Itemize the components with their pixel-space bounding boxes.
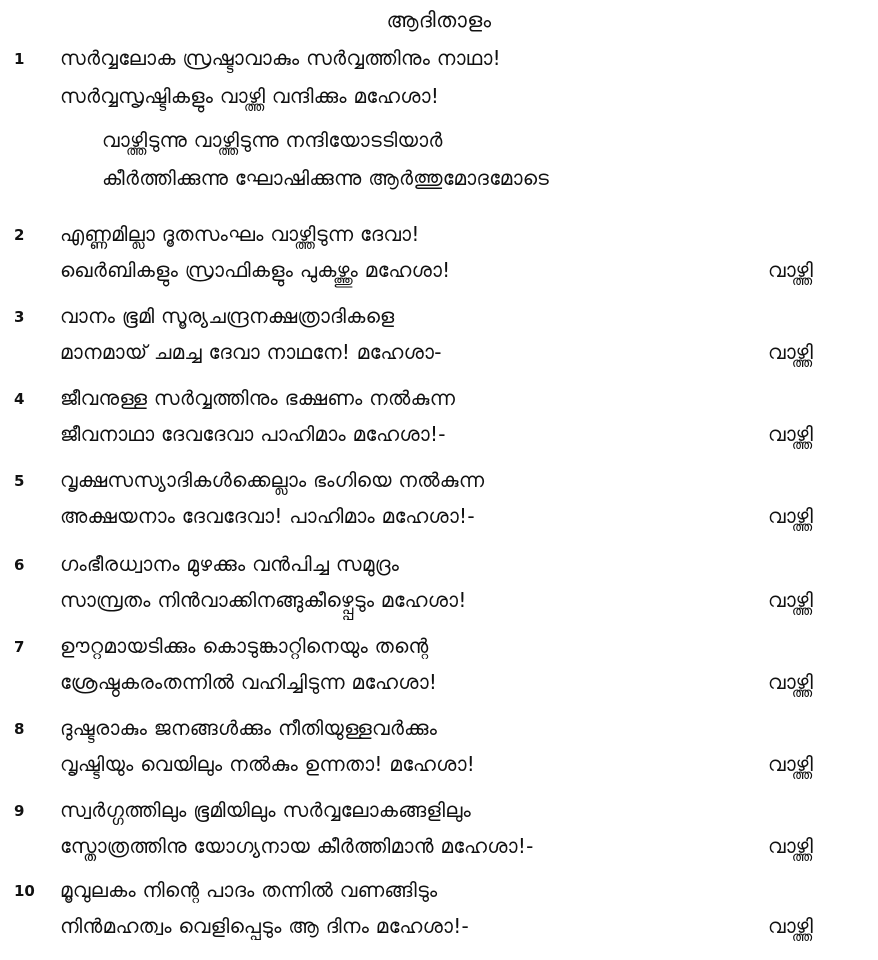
verse-line: എണ്ണമില്ലാ ദൂതസംഘം വാഴ്ത്തിടുന്ന ദേവാ! (60, 222, 420, 246)
verse-line: സർവ്വസൃഷ്ടികളും വാഴ്ത്തി വന്ദിക്കും മഹേശാ! (60, 84, 440, 108)
refrain-tag: വാഴ്ത്തി (768, 258, 813, 282)
verse-line: നിൻമഹത്വം വെളിപ്പെടും ആ ദിനം മഹേശാ!- (60, 914, 470, 938)
refrain-tag: വാഴ്ത്തി (768, 504, 813, 528)
refrain-tag: വാഴ്ത്തി (768, 752, 813, 776)
stanza-number: 1 (14, 50, 25, 68)
refrain-tag: വാഴ്ത്തി (768, 834, 813, 858)
refrain-tag: വാഴ്ത്തി (768, 914, 813, 938)
verse-line: ശ്രേഷ്ഠകരംതന്നിൽ വഹിച്ചിടുന്ന മഹേശാ! (60, 670, 438, 694)
stanza-number: 4 (14, 390, 25, 408)
stanza-number: 3 (14, 308, 25, 326)
verse-line: മൂവുലകം നിന്റെ പാദം തന്നിൽ വണങ്ങിടും (60, 878, 438, 902)
page-title: ആദിതാളം (386, 8, 492, 32)
verse-line: അക്ഷയനാം ദേവദേവാ! പാഹിമാം മഹേശാ!- (60, 504, 475, 528)
stanza-number: 9 (14, 802, 25, 820)
verse-line: വൃക്ഷസസ്യാദികൾക്കെല്ലാം ഭംഗിയെ നൽകുന്ന (60, 468, 485, 492)
stanza-number: 6 (14, 556, 25, 574)
verse-line: സാമ്പ്രതം നിൻവാക്കിനങ്ങുകീഴ്പ്പെടും മഹേശാ! (60, 588, 467, 612)
verse-line: ജീവനുള്ള സർവ്വത്തിനും ഭക്ഷണം നൽകുന്ന (60, 386, 456, 410)
verse-line: ഖെർബികളും സ്രാഫികളും പുകഴ്ത്തും മഹേശാ! (60, 258, 451, 282)
refrain-line: വാഴ്ത്തിടുന്നു വാഴ്ത്തിടുന്നു നന്ദിയോടടിയാർ (102, 128, 443, 152)
verse-line: ഊറ്റമായടിക്കും കൊടുങ്കാറ്റിനെയും തന്റെ (60, 634, 429, 658)
stanza-number: 2 (14, 226, 25, 244)
verse-line: ദുഷ്ടരാകും ജനങ്ങൾക്കും നീതിയുള്ളവർക്കും (60, 716, 438, 740)
refrain-tag: വാഴ്ത്തി (768, 422, 813, 446)
refrain-tag: വാഴ്ത്തി (768, 588, 813, 612)
verse-line: വാനം ഭൂമി സൂര്യചന്ദ്രനക്ഷത്രാദികളെ (60, 304, 395, 328)
refrain-tag: വാഴ്ത്തി (768, 340, 813, 364)
refrain-tag: വാഴ്ത്തി (768, 670, 813, 694)
verse-line: വൃഷ്ടിയും വെയിലും നൽകും ഉന്നതാ! മഹേശാ! (60, 752, 476, 776)
verse-line: ജീവനാഥാ ദേവദേവാ പാഹിമാം മഹേശാ!- (60, 422, 446, 446)
verse-line: മാനമായ് ചമച്ച ദേവാ നാഥനേ! മഹേശാ- (60, 340, 442, 364)
stanza-number: 10 (14, 882, 35, 900)
verse-line: സ്തോത്രത്തിനു യോഗ്യനായ കീർത്തിമാൻ മഹേശാ!- (60, 834, 534, 858)
verse-line: സ്വർഗ്ഗത്തിലും ഭൂമിയിലും സർവ്വലോകങ്ങളിലും (60, 798, 472, 822)
verse-line: ഗംഭീരധ്വാനം മുഴക്കും വൻപിച്ച സമുദ്രം (60, 552, 400, 576)
refrain-line: കീർത്തിക്കുന്നു ഘോഷിക്കുന്നു ആർത്തുമോദമോടെ (102, 166, 550, 190)
stanza-number: 5 (14, 472, 25, 490)
stanza-number: 8 (14, 720, 25, 738)
stanza-number: 7 (14, 638, 25, 656)
verse-line: സർവ്വലോക സ്രഷ്ടാവാകും സർവ്വത്തിനും നാഥാ! (60, 46, 501, 70)
